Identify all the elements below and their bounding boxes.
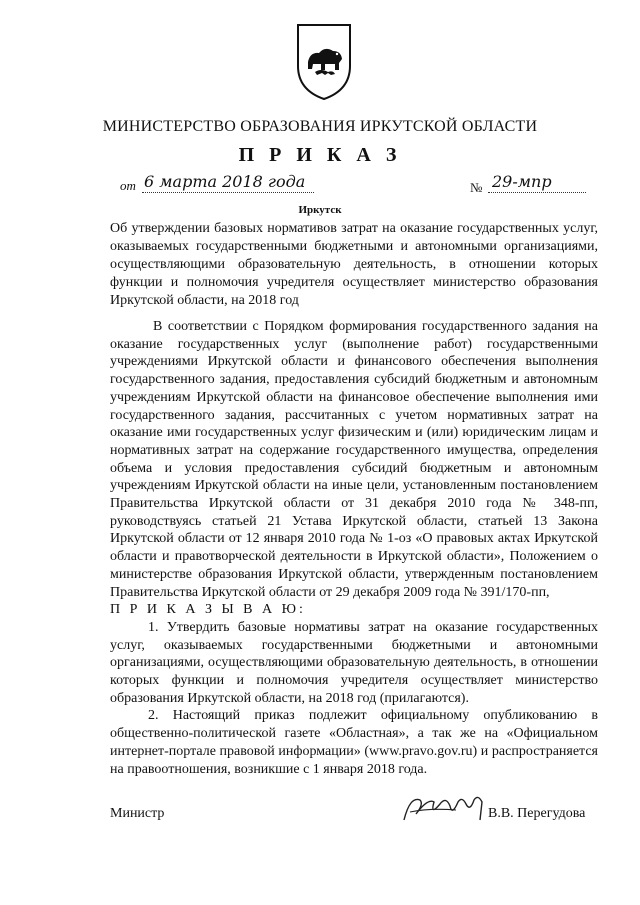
date-underline xyxy=(142,192,314,193)
date-handwritten: 6 марта 2018 года xyxy=(144,172,306,191)
signer-title: Министр xyxy=(110,806,165,821)
number-handwritten: 29-мпр xyxy=(492,172,552,191)
number-underline xyxy=(488,192,586,193)
handwritten-signature-icon xyxy=(400,790,492,826)
preamble-paragraph: В соответствии с Порядком формирования государственного задания на оказание государственных услуг (выполнение работ) государственными учреждениями Иркутской области и финансового обеспечения выполнения государственного задания, предоставления субсидий бюджетным и автономным учреждениям Иркутской области на финансовое обеспечение выполнения ими государственного задания, рассчитанных с учетом нормативных затрат на оказание ими государственных услуг физическим и (или) юридическим лицам и нормативных затрат на содержание государственного имущества, определения объема и условия предоставления субсидий бюджетным и автономным учреждениям Иркутской области на иные цели, установленным постановлением Правительства Иркутской области от 31 декабря 2010 года № 348-пп, руководствуясь статьей 21 Устава Иркутской области, статьей 13 Закона Иркутской области от 12 января 2010 года № 1-оз «О правовых актах Иркутской области и правотворческой деятельности в Иркутской области», Положением о министерстве образования Иркутской области, утвержденным постановлением Правительства Иркутской области от 29 декабря 2009 года № 391/170-пп, xyxy=(110,319,598,600)
city: Иркутск xyxy=(298,204,342,216)
ministry-name: МИНИСТЕРСТВО ОБРАЗОВАНИЯ ИРКУТСКОЙ ОБЛАСТИ xyxy=(102,118,538,135)
coat-of-arms-icon xyxy=(295,22,353,102)
order-word: П Р И К А З Ы В А Ю: xyxy=(110,602,306,618)
document-type: П Р И К А З xyxy=(238,144,402,166)
signer-name: В.В. Перегудова xyxy=(488,806,586,821)
order-body xyxy=(110,318,598,778)
order-item-2: 2. Настоящий приказ подлежит официальному опубликованию в общественно-политической газете «Областная», а так же на «Официальном интернет-портале правовой информации» (www.pravo.gov.ru) и распространяется на правоотношения, возникшие с 1 января 2018 года. xyxy=(110,708,598,777)
number-prefix: № xyxy=(470,180,483,195)
order-subject: Об утверждении базовых нормативов затрат на оказание государственных услуг, оказываемых государственными бюджетными и автономными организациями, осуществляющими образовательную деятельность, в отношении которых функции и полномочия учредителя осуществляет министерство образования Иркутской области, на 2018 год xyxy=(110,221,598,308)
order-item-1: 1. Утвердить базовые нормативы затрат на оказание государственных услуг, оказываемых государственными бюджетными и автономными организациями, осуществляющими образовательную деятельность, в отношении которых функции и полномочия учредителя осуществляет министерство образования Иркутской области, на 2018 год (прилагаются). xyxy=(110,619,598,706)
date-prefix: от xyxy=(120,178,136,193)
